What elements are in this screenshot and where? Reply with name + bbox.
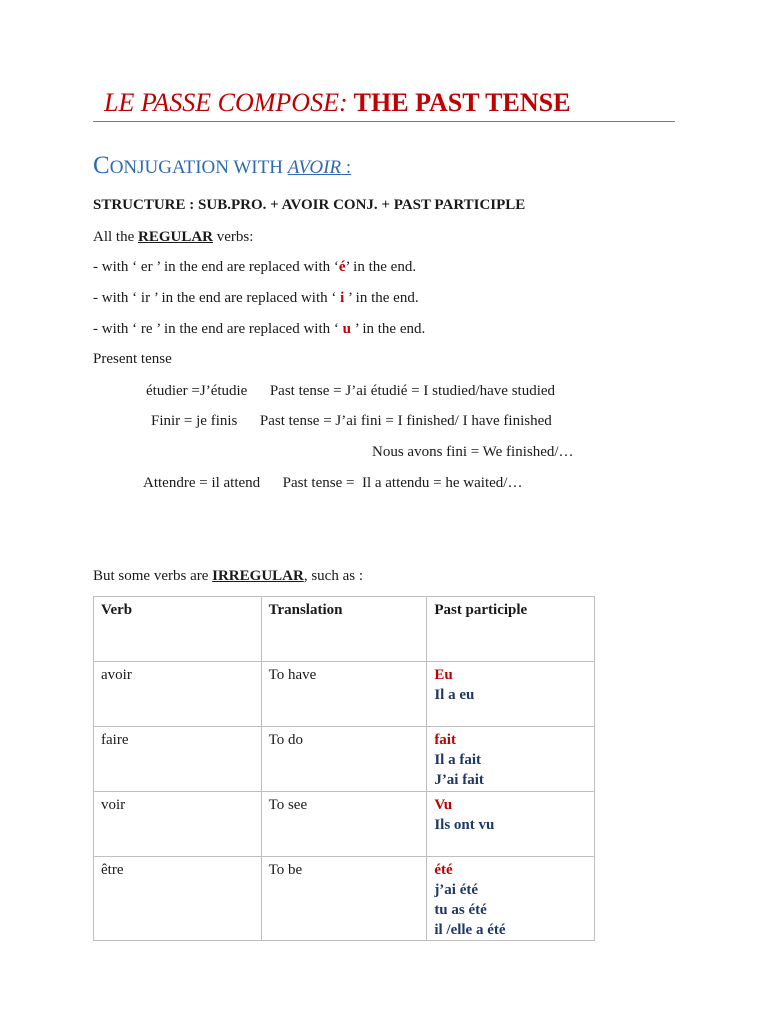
cell-verb: avoir bbox=[94, 662, 262, 727]
table-header-row bbox=[94, 597, 595, 662]
table-row bbox=[94, 857, 595, 941]
title-english: THE PAST TENSE bbox=[347, 88, 571, 117]
rule-text-end: ’ in the end. bbox=[345, 259, 417, 275]
rule-text: - with ‘ er ’ in the end are replaced with ‘ bbox=[93, 259, 339, 275]
cell-participle bbox=[427, 792, 595, 857]
rule-ending: é bbox=[338, 259, 346, 275]
rule-text: - with ‘ re ’ in the end are replaced with ‘ bbox=[93, 321, 343, 337]
participle-example: tu as été bbox=[434, 902, 487, 918]
cell-participle bbox=[427, 662, 595, 727]
participle-form: fait bbox=[434, 732, 456, 748]
heading-colon: : bbox=[341, 157, 352, 178]
cell-participle bbox=[427, 727, 595, 792]
title-underline-rule bbox=[93, 121, 675, 122]
title-french: LE PASSE COMPOSE: bbox=[104, 88, 348, 117]
irregular-intro-after: , such as : bbox=[303, 568, 363, 584]
header-translation: Translation bbox=[261, 597, 427, 662]
participle-form: Eu bbox=[434, 667, 453, 683]
participle-example: Ils ont vu bbox=[434, 817, 495, 833]
heading-initial: C bbox=[93, 152, 110, 179]
table-row bbox=[94, 662, 595, 727]
rule-er bbox=[93, 259, 416, 276]
participle-form: été bbox=[434, 862, 453, 878]
example-nous-avons: Nous avons fini = We finished/… bbox=[372, 444, 574, 460]
cell-translation: To have bbox=[261, 662, 427, 727]
irregular-intro-before: But some verbs are bbox=[93, 568, 213, 584]
participle-example: Il a fait bbox=[434, 752, 481, 768]
participle-example: J’ai fait bbox=[434, 772, 484, 788]
heading-avoir: AVOIR bbox=[287, 157, 342, 178]
present-tense-label: Present tense bbox=[93, 351, 172, 367]
participle-example: il /elle a été bbox=[434, 922, 506, 938]
rule-ending: u bbox=[342, 321, 351, 337]
cell-verb: être bbox=[94, 857, 262, 941]
rule-text: - with ‘ ir ’ in the end are replaced with ‘ bbox=[93, 290, 341, 306]
cell-translation: To do bbox=[261, 727, 427, 792]
structure-line: STRUCTURE : SUB.PRO. + AVOIR CONJ. + PAST PARTICIPLE bbox=[93, 197, 526, 213]
cell-verb: voir bbox=[94, 792, 262, 857]
rule-text-end: ’ in the end. bbox=[350, 321, 426, 337]
participle-example: Il a eu bbox=[434, 687, 475, 703]
cell-translation: To see bbox=[261, 792, 427, 857]
page-title bbox=[104, 88, 570, 118]
header-past-participle: Past participle bbox=[427, 597, 595, 662]
cell-verb: faire bbox=[94, 727, 262, 792]
section-heading bbox=[93, 152, 351, 180]
irregular-verbs-table bbox=[93, 596, 595, 941]
participle-form: Vu bbox=[434, 797, 453, 813]
regular-intro bbox=[93, 229, 253, 246]
example-attendre: Attendre = il attend Past tense = Il a attendu = he waited/… bbox=[143, 475, 523, 491]
regular-intro-before: All the bbox=[93, 229, 138, 245]
rule-text-end: ’ in the end. bbox=[344, 290, 419, 306]
rule-ending: i bbox=[340, 290, 345, 306]
example-finir: Finir = je finis Past tense = J’ai fini = I finished/ I have finished bbox=[151, 413, 552, 429]
irregular-intro bbox=[93, 568, 363, 585]
header-verb: Verb bbox=[94, 597, 262, 662]
participle-example: j’ai été bbox=[434, 882, 479, 898]
heading-text: ONJUGATION WITH bbox=[109, 157, 288, 178]
cell-participle bbox=[427, 857, 595, 941]
example-etudier: étudier =J’étudie Past tense = J’ai étudié = I studied/have studied bbox=[146, 383, 556, 399]
table-row bbox=[94, 727, 595, 792]
irregular-keyword: IRREGULAR bbox=[212, 568, 304, 584]
regular-keyword: REGULAR bbox=[138, 229, 214, 245]
regular-intro-after: verbs: bbox=[213, 229, 254, 245]
rule-re bbox=[93, 321, 425, 338]
table-row bbox=[94, 792, 595, 857]
cell-translation: To be bbox=[261, 857, 427, 941]
rule-ir bbox=[93, 290, 419, 307]
